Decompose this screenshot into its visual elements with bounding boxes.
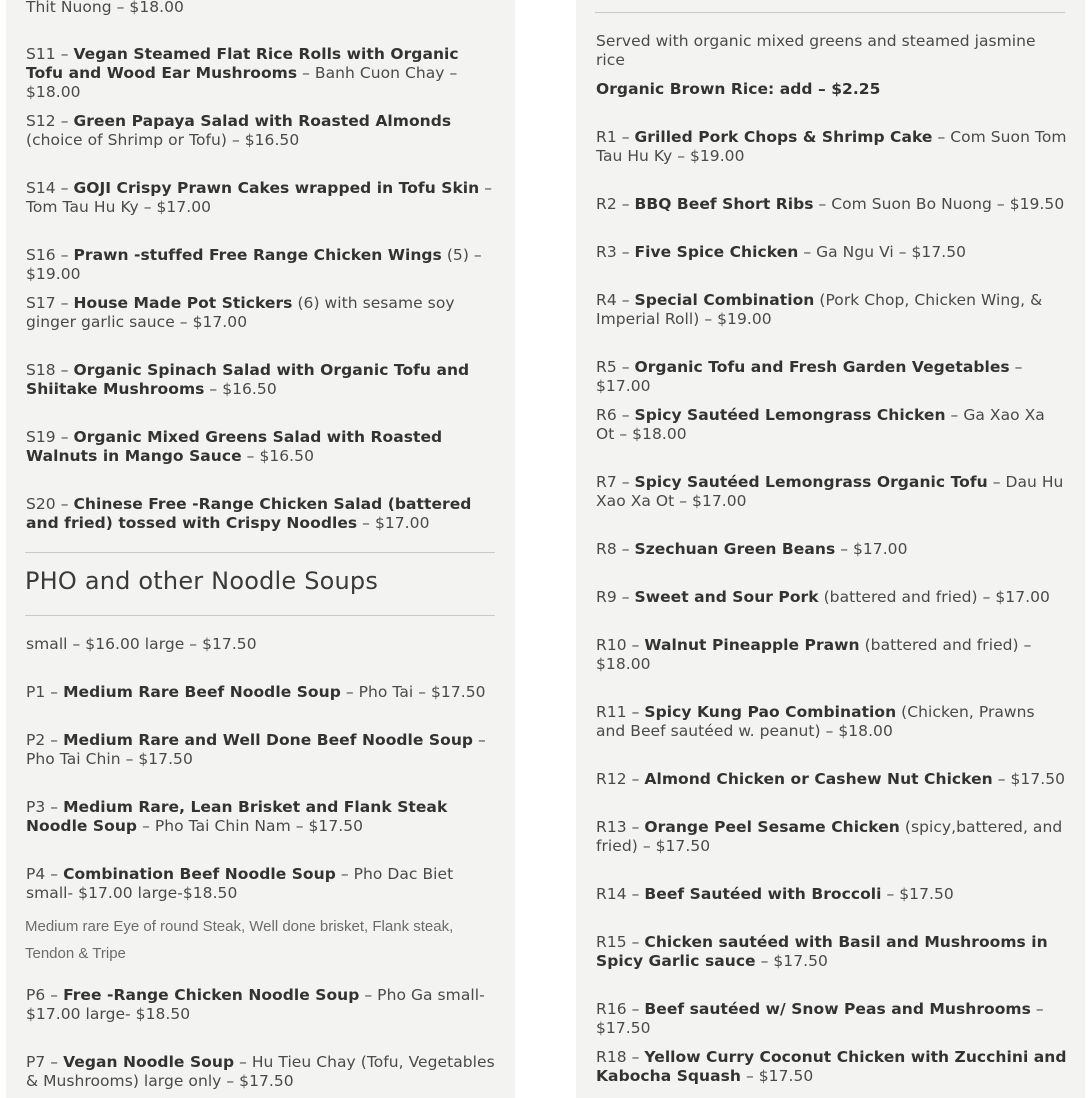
p4-description: Medium rare Eye of round Steak, Well done brisket, Flank steak, Tendon & Tripe	[25, 918, 454, 962]
item-detail: – Pho Tai – $17.50	[340, 683, 486, 701]
item-detail: (battered and fried) – $18.00	[596, 636, 1032, 673]
item-detail: – $17.00	[357, 514, 430, 532]
menu-item-p7	[26, 1053, 498, 1091]
item-detail: (5) – $19.00	[26, 246, 482, 283]
menu-item-r1	[596, 128, 1068, 166]
served-with-line: Served with organic mixed greens and steamed jasmine rice	[596, 32, 1036, 69]
item-name: Five Spice Chicken	[634, 243, 799, 261]
item-detail: –Tom Tau Hu Ky – $17.00	[26, 179, 493, 216]
item-name: Beef sautéed w/ Snow Peas and Mushrooms	[644, 1000, 1031, 1018]
item-name: Grilled Pork Chops & Shrimp Cake	[634, 128, 933, 146]
item-name: Spicy Sautéed Lemongrass Chicken	[634, 406, 946, 424]
menu-item-r15	[596, 933, 1068, 971]
item-detail: – Com Suon Bo Nuong – $19.50	[813, 195, 1065, 213]
menu-item-r9	[596, 588, 1068, 607]
item-detail: – Banh Cuon Chay – $18.00	[26, 64, 458, 101]
menu-item-s17	[26, 294, 498, 332]
item-name: Sweet and Sour Pork	[634, 588, 819, 606]
item-name: Chinese Free -Range Chicken Salad (battered and fried) tossed with Crispy Noodles	[26, 495, 472, 532]
menu-item-s19	[26, 428, 498, 466]
item-name: Combination Beef Noodle Soup	[63, 865, 336, 883]
item-code: P3 –	[26, 798, 64, 816]
menu-item-r4	[596, 291, 1068, 329]
item-code: P7 –	[26, 1053, 64, 1071]
item-detail: – Pho Ga small- $17.00 large- $18.50	[26, 986, 485, 1023]
item-detail: – Dau Hu Xao Xa Ot – $17.00	[596, 473, 1064, 510]
item-detail: – $16.50	[204, 380, 277, 398]
menu-item-s16	[26, 246, 498, 284]
item-code: S11 –	[26, 45, 74, 63]
menu-item-p6	[26, 986, 498, 1024]
item-name: Szechuan Green Beans	[634, 540, 836, 558]
item-name: Prawn -stuffed Free Range Chicken Wings	[73, 246, 442, 264]
item-code: R6 –	[596, 406, 635, 424]
menu-item-r16	[596, 1000, 1068, 1038]
item-detail: – Pho Dac Biet small- $17.00 large-$18.50	[26, 865, 454, 902]
item-code: R10 –	[596, 636, 645, 654]
menu-column-left	[6, 0, 515, 1098]
item-detail: (spicy,battered, and fried) – $17.50	[596, 818, 1063, 855]
item-code: S17 –	[26, 294, 74, 312]
menu-item-r5	[596, 358, 1068, 396]
item-name: Medium Rare Beef Noodle Soup	[63, 683, 341, 701]
item-detail: – $17.50	[992, 770, 1066, 788]
item-code: R14 –	[596, 885, 645, 903]
item-detail: – Pho Tai Chin – $17.50	[26, 731, 486, 768]
item-name: Organic Spinach Salad with Organic Tofu and Shiitake Mushrooms	[26, 361, 470, 398]
menu-item-r18	[596, 1048, 1068, 1086]
menu-item-r11	[596, 703, 1068, 741]
item-detail: – $17.50	[741, 1067, 814, 1085]
divider	[25, 552, 495, 553]
item-code: S18 –	[26, 361, 74, 379]
menu-item-s14	[26, 179, 498, 217]
item-code: R2 –	[596, 195, 635, 213]
menu-item-s18	[26, 361, 498, 399]
item-detail: – $17.50	[596, 1000, 1044, 1037]
item-name: Walnut Pineapple Prawn	[644, 636, 860, 654]
item-detail: – $16.50	[241, 447, 314, 465]
item-name: BBQ Beef Short Ribs	[634, 195, 814, 213]
section-title-noodle-soups: PHO and other Noodle Soups	[25, 567, 379, 595]
menu-item-p4	[26, 865, 498, 903]
item-detail: – $17.50	[755, 952, 828, 970]
item-name: Vegan Steamed Flat Rice Rolls with Organic Tofu and Wood Ear Mushrooms	[26, 45, 459, 82]
item-code: P4 –	[26, 865, 64, 883]
item-detail: – Pho Tai Chin Nam – $17.50	[137, 817, 364, 835]
item-detail: – Hu Tieu Chay (Tofu, Vegetables & Mushrooms) large only – $17.50	[26, 1053, 495, 1090]
menu-item-s11	[26, 45, 498, 102]
menu-item-s20	[26, 495, 498, 533]
menu-item-r13	[596, 818, 1068, 856]
item-detail: – Com Suon Tom Tau Hu Ky – $19.00	[596, 128, 1067, 165]
item-code: R12 –	[596, 770, 645, 788]
item-name: Spicy Kung Pao Combination	[644, 703, 897, 721]
menu-item-r14	[596, 885, 1068, 904]
item-name: Orange Peel Sesame Chicken	[644, 818, 900, 836]
item-code: S20 –	[26, 495, 74, 513]
menu-item-top-line: Thit Nuong – $18.00	[26, 0, 184, 16]
item-detail: (Pork Chop, Chicken Wing, & Imperial Roll) – $19.00	[596, 291, 1043, 328]
item-code: R1 –	[596, 128, 635, 146]
item-detail: – Ga Xao Xa Ot – $18.00	[596, 406, 1045, 443]
menu-item-p2	[26, 731, 498, 769]
item-name: Chicken sautéed with Basil and Mushrooms in Spicy Garlic sauce	[596, 933, 1048, 970]
menu-item-p3	[26, 798, 498, 836]
brown-rice-addon: Organic Brown Rice: add – $2.25	[596, 80, 881, 98]
item-detail: (Chicken, Prawns and Beef sautéed w. peanut) – $18.00	[596, 703, 1035, 740]
item-detail: – $17.50	[881, 885, 954, 903]
menu-column-right	[576, 0, 1085, 1098]
item-name: Vegan Noodle Soup	[63, 1053, 235, 1071]
item-name: House Made Pot Stickers	[73, 294, 293, 312]
item-code: P6 –	[26, 986, 64, 1004]
item-name: Free -Range Chicken Noodle Soup	[63, 986, 360, 1004]
menu-item-r6	[596, 406, 1068, 444]
item-code: S12 –	[26, 112, 74, 130]
item-code: R8 –	[596, 540, 635, 558]
item-code: R7 –	[596, 473, 635, 491]
item-name: Yellow Curry Coconut Chicken with Zucchini and Kabocha Squash	[596, 1048, 1067, 1085]
item-code: R4 –	[596, 291, 635, 309]
item-name: Medium Rare and Well Done Beef Noodle Soup	[63, 731, 474, 749]
divider	[595, 12, 1065, 13]
menu-item-p1	[26, 683, 498, 702]
menu-item-s12	[26, 112, 498, 150]
menu-item-r8	[596, 540, 1068, 559]
item-detail: (choice of Shrimp or Tofu) – $16.50	[26, 131, 300, 149]
item-code: R9 –	[596, 588, 635, 606]
item-name: Green Papaya Salad with Roasted Almonds	[73, 112, 452, 130]
item-name: Medium Rare, Lean Brisket and Flank Steak Noodle Soup	[26, 798, 448, 835]
item-detail: (6) with sesame soy ginger garlic sauce – $17.00	[26, 294, 455, 331]
menu-item-r2	[596, 195, 1068, 214]
item-detail: – Ga Ngu Vi – $17.50	[798, 243, 967, 261]
item-code: S14 –	[26, 179, 74, 197]
item-code: R18 –	[596, 1048, 645, 1066]
item-code: P1 –	[26, 683, 64, 701]
item-code: R11 –	[596, 703, 645, 721]
item-code: S16 –	[26, 246, 74, 264]
item-name: Spicy Sautéed Lemongrass Organic Tofu	[634, 473, 988, 491]
item-name: Special Combination	[634, 291, 815, 309]
menu-item-r10	[596, 636, 1068, 674]
item-code: R3 –	[596, 243, 635, 261]
item-detail: – $17.00	[596, 358, 1023, 395]
item-name: Beef Sautéed with Broccoli	[644, 885, 882, 903]
size-pricing-line: small – $16.00 large – $17.50	[26, 635, 257, 653]
menu-item-r3	[596, 243, 1068, 262]
item-name: Organic Mixed Greens Salad with Roasted Walnuts in Mango Sauce	[26, 428, 443, 465]
item-name: Almond Chicken or Cashew Nut Chicken	[644, 770, 993, 788]
item-code: R5 –	[596, 358, 635, 376]
item-detail: – $17.00	[835, 540, 908, 558]
item-code: P2 –	[26, 731, 64, 749]
item-detail: (battered and fried) – $17.00	[818, 588, 1050, 606]
menu-item-r12	[596, 770, 1068, 789]
item-code: R15 –	[596, 933, 645, 951]
item-code: R16 –	[596, 1000, 645, 1018]
item-name: Organic Tofu and Fresh Garden Vegetables	[634, 358, 1010, 376]
item-code: S19 –	[26, 428, 74, 446]
item-name: GOJI Crispy Prawn Cakes wrapped in Tofu Skin	[73, 179, 480, 197]
menu-item-r7	[596, 473, 1068, 511]
item-code: R13 –	[596, 818, 645, 836]
divider	[25, 615, 495, 616]
